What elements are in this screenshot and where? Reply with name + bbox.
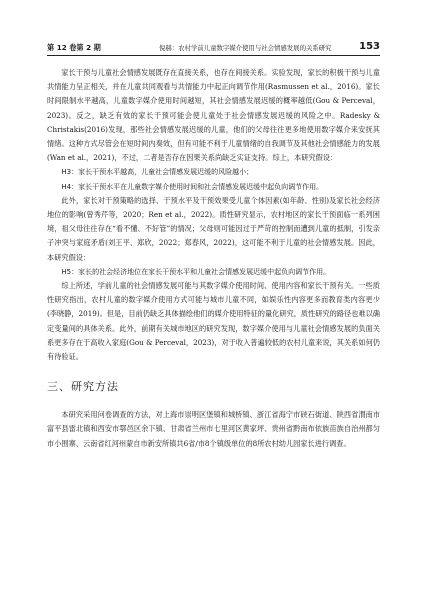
hypothesis-h5: H5：家长的社会经济地位在家长干预水平和儿童社会情感发展迟缓中起负向调节作用。	[61, 267, 331, 276]
section-heading: 三、研究方法	[47, 380, 119, 394]
main-text	[47, 66, 380, 451]
hypothesis-h4: H4：家长干预水平在儿童数字媒介使用时间和社会情感发展迟缓中起负向调节作用。	[61, 182, 324, 191]
page-number: 153	[359, 41, 380, 52]
body-paragraph: 本研究采用问卷调查的方法，对上海市崇明区堡镇和城桥镇、浙江省海宁市硖石街道、陕西省渭南市富平县雷北镇和西安市鄠邑区余下镇、甘肃省兰州市七里河区黄家坪、贵州省黔南布依族苗族自治州都匀市小围寨、云南省红河州蒙自市新安所镇共6省/市8个镇级单位的8所农村幼儿园家长进行调查。	[47, 410, 380, 448]
body-paragraph: 此外，家长对干预策略的选择、干预水平及干预效果受儿童个体因素(如年龄、性别)及家长社会经济地位的影响(曾秀芹等，2020；Ren et al.，2022)。质性研究显示，农村地区的家长干预面临一系列困境，祖父母往往存在“看不懂、不好管”的情况；父母则可能因过于严苛的控制而遭到儿童的抵制，引发亲子冲突与家庭矛盾(刘王平、郑欣，2022；郑春风，2022)，这可能不利于儿童的社会情感发展。因此，本研究假设：	[47, 195, 380, 262]
journal-volume: 第 12 卷第 2 期	[47, 43, 101, 52]
running-header	[47, 41, 380, 56]
running-article-title: 倪赫：农村学前儿童数字媒介使用与社会情感发展的关系研究	[159, 44, 332, 52]
hypothesis-h3: H3：家长干预水平越高，儿童社会情感发展迟缓的风险越小；	[61, 168, 254, 177]
body-paragraph: 综上所述，学前儿童的社会情感发展可能与其数字媒介使用时间、使用内容和家长干预有关。一些质性研究指出，农村儿童的数字媒介使用方式可能与城市儿童不同，如娱乐性内容更多而教育类内容更少(李晓静，2019)。但是，目前仍缺乏具体描绘他们的媒介使用特征的量化研究，质性研究的路径也难以确定变量间的具体关系。此外，前期有关城市地区的研究发现，数字媒介使用与儿童社会情感发展的负面关系更多存在于高收入家庭(Gou & Perceval，2023)，对于收入普遍较低的农村儿童来说，其关系如何仍有待验证。	[47, 281, 380, 362]
body-paragraph: 家长干预与儿童社会情感发展既存在直接关系，也存在间接关系。实验发现，家长的积极干预与儿童共情能力呈正相关，并在儿童共同观看与共情能力中起正向调节作用(Rasmussen et al.，2016)。家长时间限制水平越高，儿童数字媒介使用时间越短，其社会情感发展迟缓的概率越低(Gou & Perceval，2023)。反之，缺乏有效的家长干预可能会使儿童处于社会情感发展迟缓的风险之中。Radesky & Christakis(2016)发现，那些社会情感发展迟缓的儿童，他们的父母往往更多地使用数字媒介来安抚其情绪。这种方式尽管会在短时间内奏效，但有可能不利于儿童情绪的自我调节及其他社会情感能力的发展(Wan et al.，2021)，不过，二者是否存在因果关系尚缺乏实证支持。综上，本研究假设：	[47, 68, 380, 163]
